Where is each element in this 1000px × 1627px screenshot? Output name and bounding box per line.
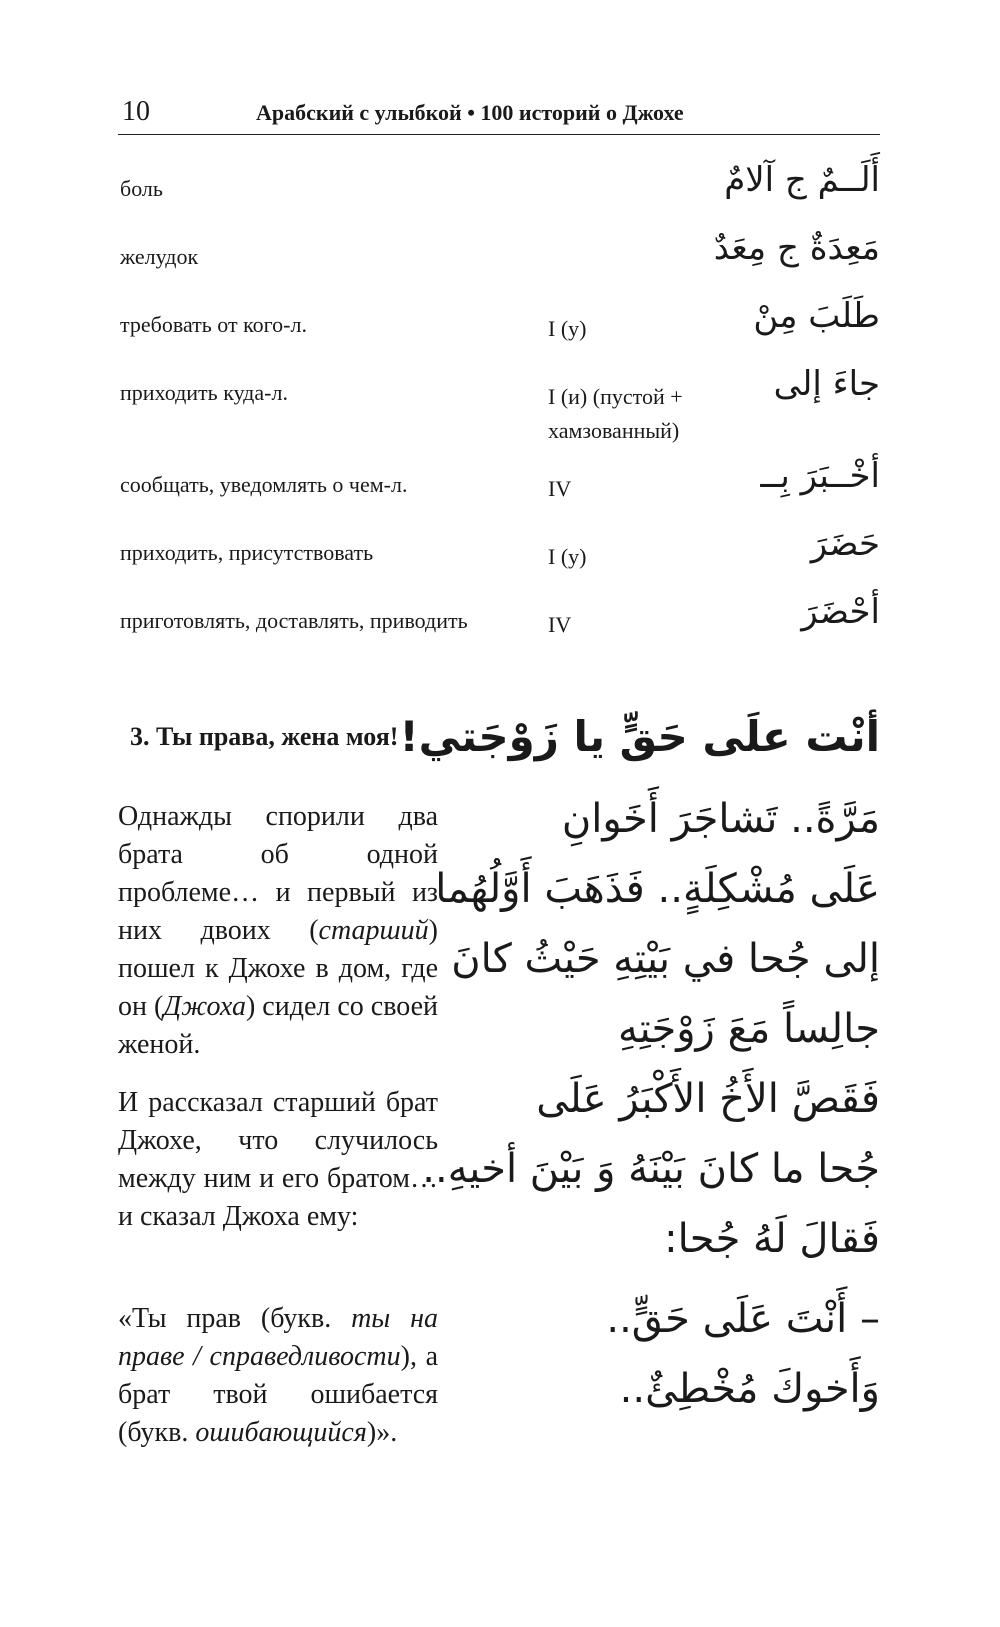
- vocab-arabic: جاءَ إلى: [773, 364, 880, 404]
- paragraph-italic: ошибающийся: [195, 1417, 367, 1448]
- running-title: Арабский с улыбкой • 100 историй о Джохе: [256, 100, 684, 125]
- arabic-line: جالِساً مَعَ زَوْجَتِهِ: [618, 1006, 880, 1052]
- vocab-arabic: مَعِدَةٌ ج مِعَدٌ: [713, 228, 880, 268]
- arabic-line: عَلَى مُشْكِلَةٍ.. فَذَهَبَ أَوَّلُهُما: [435, 866, 880, 912]
- paragraph-text: «Ты прав (букв.: [118, 1303, 352, 1334]
- arabic-line: – أَنْتَ عَلَى حَقٍّ..: [606, 1296, 880, 1342]
- vocab-arabic: حَضَرَ: [810, 524, 880, 564]
- vocab-russian: приходить, присутствовать: [120, 540, 374, 565]
- paragraph-text: ) сидел со своей женой.: [118, 991, 439, 1060]
- story-title-arabic: أنْت علَى حَقٍّ يا زَوْجَتي!: [399, 712, 880, 761]
- vocab-grammar: IV: [548, 612, 572, 637]
- vocab-grammar: I (и) (пустой + хамзованный): [548, 384, 683, 443]
- arabic-line: فَقالَ لَهُ جُحا:: [664, 1216, 880, 1262]
- vocab-russian: приходить куда-л.: [120, 380, 288, 405]
- vocab-row: [120, 228, 880, 288]
- paragraph-italic: ты на праве / справедливости: [118, 1303, 438, 1372]
- paragraph-text: ) пошел к Джохе в дом, где он (: [118, 915, 438, 1022]
- vocab-row: [120, 296, 880, 356]
- paragraph-text: ), а брат твой ошибается (букв.: [118, 1341, 438, 1448]
- vocab-arabic: أخْــبَرَ بِــ: [760, 456, 880, 496]
- vocab-row: [120, 364, 880, 443]
- vocab-row: [120, 160, 880, 220]
- arabic-line: وَأَخوكَ مُخْطِئٌ..: [619, 1366, 880, 1412]
- vocab-arabic: أَلَــمٌ ج آلامٌ: [724, 160, 880, 200]
- arabic-line: فَقَصَّ الأَخُ الأَكْبَرُ عَلَى: [536, 1076, 880, 1122]
- vocab-grammar: I (у): [548, 544, 587, 569]
- story-title-russian: 3. Ты права, жена моя!: [130, 722, 399, 751]
- vocab-russian: сообщать, уведомлять о чем-л.: [120, 472, 408, 497]
- page-number: 10: [122, 96, 150, 127]
- vocab-arabic: طَلَبَ مِنْ: [753, 296, 880, 336]
- paragraph-text: )».: [366, 1417, 398, 1448]
- vocab-grammar: I (у): [548, 316, 587, 341]
- page-header: [118, 96, 880, 135]
- vocab-russian: боль: [120, 176, 163, 201]
- arabic-line: إلى جُحا في بَيْتِهِ حَيْثُ كانَ: [451, 936, 880, 982]
- arabic-line: جُحا ما كانَ بَيْنَهُ وَ بَيْنَ أخيهِ..: [422, 1146, 880, 1192]
- vocab-russian: желудок: [120, 244, 199, 269]
- vocab-arabic: أحْضَرَ: [801, 592, 880, 632]
- vocab-row: [120, 456, 880, 516]
- vocab-russian: требовать от кого-л.: [120, 312, 307, 337]
- arabic-line: مَرَّةً.. تَشاجَرَ أَخَوانِ: [561, 796, 880, 842]
- vocab-russian: приготовлять, доставлять, приводить: [120, 608, 468, 633]
- paragraph-text: Однажды спорили два брата об одной проблеме… и первый из них двоих (: [118, 801, 438, 946]
- paragraph-italic: Джоха: [163, 991, 246, 1022]
- paragraph-italic: старший: [318, 915, 429, 946]
- vocab-row: [120, 524, 880, 584]
- vocab-row: [120, 592, 880, 652]
- paragraph-1: [118, 798, 438, 1064]
- paragraph-3: [118, 1300, 438, 1452]
- paragraph-2: И рассказал старший брат Джохе, что случилось между ним и его братом… и сказал Джоха ему:: [118, 1087, 438, 1232]
- vocab-grammar: IV: [548, 476, 572, 501]
